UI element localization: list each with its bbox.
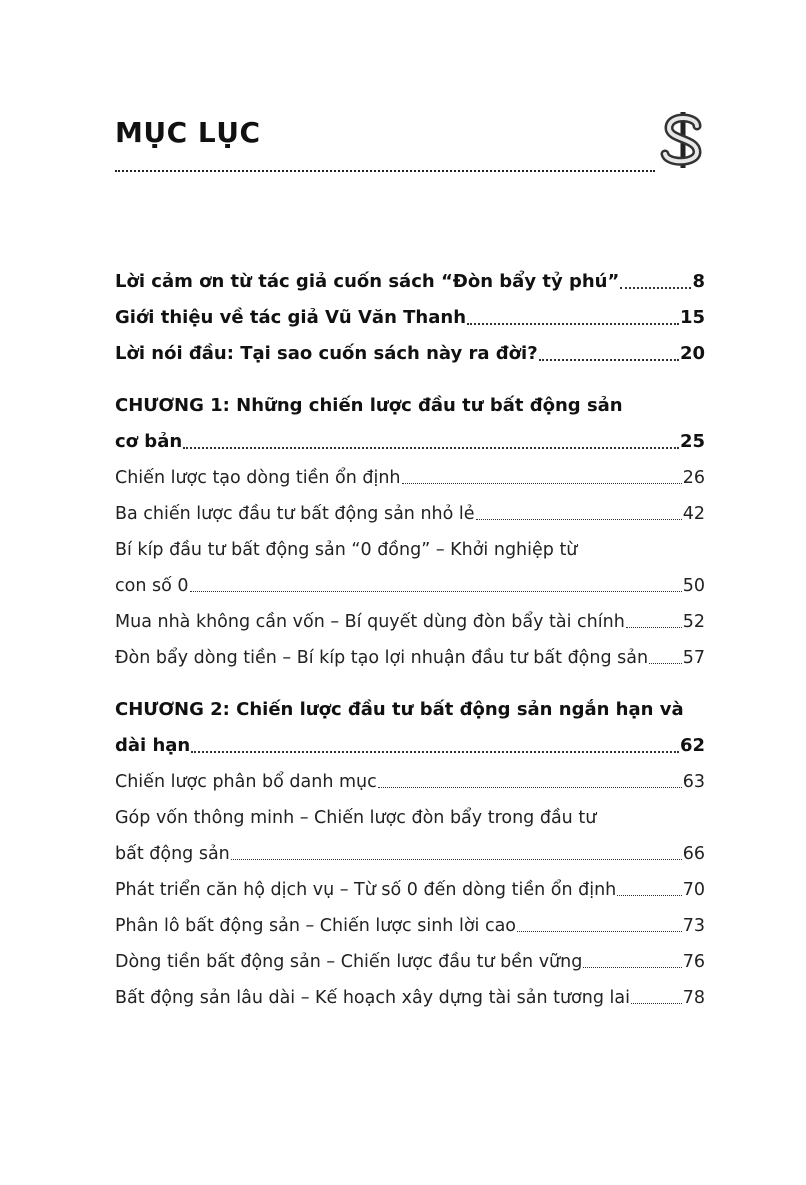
chapter-2-entry[interactable]: dài hạn 62 <box>115 728 705 764</box>
dot-leader <box>620 286 691 289</box>
page-title: MỤC LỤC <box>115 116 261 149</box>
dot-leader <box>378 786 682 788</box>
dot-leader <box>617 894 681 896</box>
dot-leader <box>539 358 679 361</box>
dot-leader <box>467 322 679 325</box>
dot-leader <box>191 750 679 753</box>
toc-entry[interactable]: Phân lô bất động sản – Chiến lược sinh lời cao 73 <box>115 908 705 944</box>
dot-leader <box>649 662 682 664</box>
page-number: 42 <box>682 504 705 524</box>
dot-leader <box>402 482 682 484</box>
toc-entry-line[interactable]: Bí kíp đầu tư bất động sản “0 đồng” – Khởi nghiệp từ <box>115 540 578 560</box>
dot-leader <box>231 858 682 860</box>
toc-entry[interactable]: Dòng tiền bất động sản – Chiến lược đầu tư bền vững 76 <box>115 944 705 980</box>
dot-leader <box>631 1002 682 1004</box>
table-of-contents <box>115 264 705 1016</box>
page-number: 52 <box>682 612 705 632</box>
heading <box>115 116 715 186</box>
page-number: 76 <box>682 952 705 972</box>
toc-entry[interactable]: Ba chiến lược đầu tư bất động sản nhỏ lẻ 42 <box>115 496 705 532</box>
toc-entry[interactable]: Chiến lược tạo dòng tiền ổn định 26 <box>115 460 705 496</box>
toc-entry[interactable]: con số 0 50 <box>115 568 705 604</box>
chapter-1-title[interactable]: CHƯƠNG 1: Những chiến lược đầu tư bất động sản <box>115 395 623 416</box>
chapter-1-entry[interactable]: cơ bản 25 <box>115 424 705 460</box>
page-number: 70 <box>682 880 705 900</box>
dot-leader <box>476 518 682 520</box>
page-number: 78 <box>682 988 705 1008</box>
toc-entry[interactable]: Lời nói đầu: Tại sao cuốn sách này ra đời? 20 <box>115 336 705 372</box>
page-number: 15 <box>679 307 705 328</box>
dollar-sign-icon <box>653 108 713 172</box>
page-number: 63 <box>682 772 705 792</box>
toc-entry[interactable]: Phát triển căn hộ dịch vụ – Từ số 0 đến dòng tiền ổn định 70 <box>115 872 705 908</box>
dot-leader <box>183 446 679 449</box>
page-number: 25 <box>679 431 705 452</box>
toc-entry[interactable]: Lời cảm ơn từ tác giả cuốn sách “Đòn bẩy tỷ phú” 8 <box>115 264 705 300</box>
dot-leader <box>517 930 682 932</box>
page-number: 26 <box>682 468 705 488</box>
toc-entry[interactable]: Bất động sản lâu dài – Kế hoạch xây dựng tài sản tương lai 78 <box>115 980 705 1016</box>
dot-leader <box>190 590 682 592</box>
page-number: 62 <box>679 735 705 756</box>
toc-entry[interactable]: bất động sản 66 <box>115 836 705 872</box>
toc-entry[interactable]: Mua nhà không cần vốn – Bí quyết dùng đòn bẩy tài chính 52 <box>115 604 705 640</box>
page-number: 73 <box>682 916 705 936</box>
chapter-2-title[interactable]: CHƯƠNG 2: Chiến lược đầu tư bất động sản ngắn hạn và <box>115 699 684 720</box>
toc-entry[interactable]: Đòn bẩy dòng tiền – Bí kíp tạo lợi nhuận đầu tư bất động sản 57 <box>115 640 705 676</box>
toc-entry-line[interactable]: Góp vốn thông minh – Chiến lược đòn bẩy trong đầu tư <box>115 808 597 828</box>
page-number: 8 <box>692 271 705 292</box>
toc-entry[interactable]: Giới thiệu về tác giả Vũ Văn Thanh 15 <box>115 300 705 336</box>
page-number: 57 <box>682 648 705 668</box>
page-number: 50 <box>682 576 705 596</box>
toc-entry[interactable]: Chiến lược phân bổ danh mục 63 <box>115 764 705 800</box>
page-number: 20 <box>679 343 705 364</box>
page-number: 66 <box>682 844 705 864</box>
title-divider <box>115 170 655 172</box>
dot-leader <box>583 966 681 968</box>
dot-leader <box>626 626 682 628</box>
